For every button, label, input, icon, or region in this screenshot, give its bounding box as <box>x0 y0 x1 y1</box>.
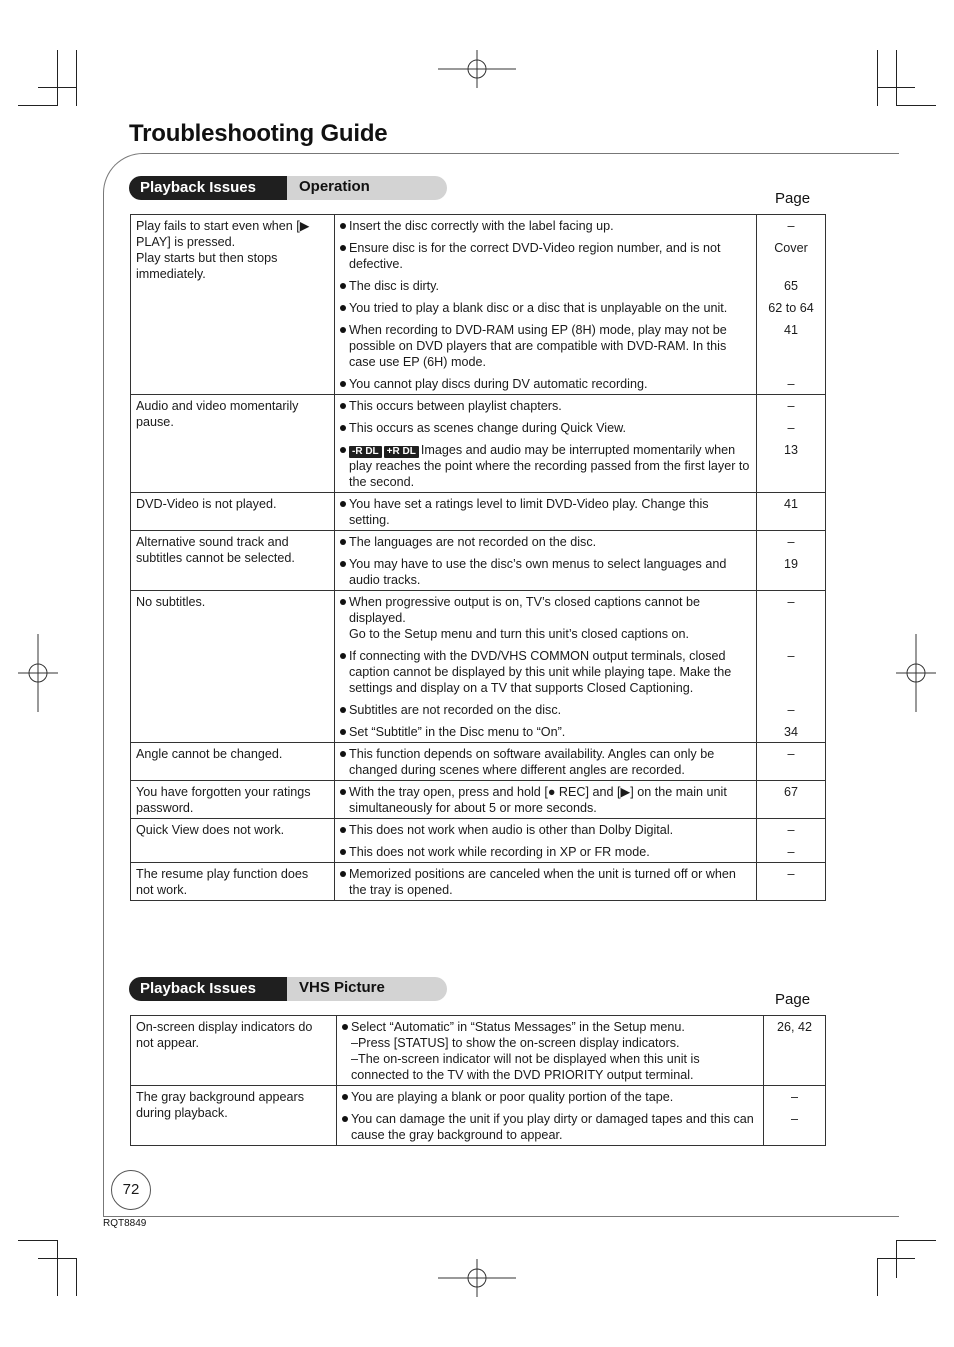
table-row <box>131 781 826 819</box>
solution-text: This does not work while recording in XP or FR mode. <box>349 845 650 859</box>
solution-text: You have set a ratings level to limit DVD-Video play. Change this setting. <box>349 497 709 527</box>
page-ref: – <box>787 595 795 609</box>
solution-text: This function depends on software availability. Angles can only be changed during scenes where different angles are recorded. <box>349 747 715 777</box>
solution-item <box>340 784 751 816</box>
page-ref: – <box>787 747 795 761</box>
page-ref: – <box>790 1090 798 1104</box>
table-row <box>131 1016 826 1086</box>
page-ref: – <box>790 1112 798 1126</box>
solution-text: Memorized positions are canceled when the unit is turned off or when the tray is opened. <box>349 867 736 897</box>
page-ref: 26, 42 <box>776 1020 812 1034</box>
solution-cell <box>337 1086 764 1146</box>
solution-text: With the tray open, press and hold [● REC] and [▶] on the main unit simultaneously for about 5 or more seconds. <box>349 785 727 815</box>
issue-cell: On-screen display indicators do not appear. <box>131 1016 337 1086</box>
issue-cell: DVD-Video is not played. <box>131 493 335 531</box>
solution-item <box>342 1019 758 1083</box>
solution-text: Images and audio may be interrupted momentarily when play reaches the point where the recording passed from the first layer to the second. <box>349 443 750 489</box>
solution-text: You tried to play a blank disc or a disc that is unplayable on the unit. <box>349 301 728 315</box>
page-number: 72 <box>111 1170 151 1210</box>
issue-cell: Angle cannot be changed. <box>131 743 335 781</box>
page-title: Troubleshooting Guide <box>129 120 388 147</box>
page-ref: 19 <box>783 557 798 571</box>
page-ref: 13 <box>783 443 798 457</box>
solution-text: This does not work when audio is other than Dolby Digital. <box>349 823 674 837</box>
solution-text: The disc is dirty. <box>349 279 440 293</box>
issue-cell: No subtitles. <box>131 591 335 743</box>
page-ref: 41 <box>783 323 798 337</box>
page-ref: 41 <box>783 497 798 511</box>
page-ref: – <box>787 535 795 549</box>
page-ref: – <box>787 845 795 859</box>
solution-item <box>340 594 751 642</box>
page-ref-cell <box>757 781 826 819</box>
registration-target-top <box>438 50 516 88</box>
solution-item <box>340 376 751 392</box>
page-ref-cell <box>757 493 826 531</box>
solution-text: When recording to DVD-RAM using EP (8H) mode, play may not be possible on DVD players that are compatible with DVD-RAM. In this case use EP (6H) mode. <box>349 323 727 369</box>
page-ref: – <box>787 649 795 663</box>
solution-item <box>340 702 751 718</box>
tab-topic-label: VHS Picture <box>287 977 447 1001</box>
document-id: RQT8849 <box>103 1218 147 1229</box>
section-tab-vhs-picture <box>129 977 447 1001</box>
section-tab-operation <box>129 176 447 200</box>
solution-item <box>342 1089 758 1105</box>
page-ref: – <box>787 703 795 717</box>
page-ref: 67 <box>783 785 798 799</box>
solution-item <box>340 278 751 294</box>
solution-cell <box>335 781 757 819</box>
table-row <box>131 493 826 531</box>
table-row <box>131 743 826 781</box>
solution-text: You are playing a blank or poor quality portion of the tape. <box>351 1090 674 1104</box>
table-row <box>131 215 826 395</box>
solution-cell <box>335 215 757 395</box>
solution-item <box>340 866 751 898</box>
page-frame-bottom <box>103 1170 899 1217</box>
solution-text: This occurs between playlist chapters. <box>349 399 562 413</box>
page-ref-cell <box>757 743 826 781</box>
solution-item <box>340 322 751 370</box>
page-ref: – <box>787 377 795 391</box>
table-row <box>131 591 826 743</box>
page-ref: – <box>787 399 795 413</box>
page-ref: – <box>787 823 795 837</box>
page-ref: Cover <box>774 241 808 255</box>
issue-cell: Alternative sound track and subtitles cannot be selected. <box>131 531 335 591</box>
solution-cell <box>337 1016 764 1086</box>
issue-cell: Quick View does not work. <box>131 819 335 863</box>
solution-cell <box>335 493 757 531</box>
solution-text: You may have to use the disc’s own menus to select languages and audio tracks. <box>349 557 727 587</box>
solution-subtext: –The on-screen indicator will not be displayed when this unit is connected to the TV with the DVD PRIORITY output terminal. <box>351 1052 700 1082</box>
tab-topic-label: Operation <box>287 176 447 200</box>
table-row <box>131 395 826 493</box>
page-column-header: Page <box>775 190 811 207</box>
troubleshooting-table-vhs <box>130 1015 826 1146</box>
solution-text: Subtitles are not recorded on the disc. <box>349 703 562 717</box>
table-row <box>131 819 826 863</box>
solution-cell <box>335 819 757 863</box>
page-ref-cell <box>757 531 826 591</box>
solution-text: This occurs as scenes change during Quick View. <box>349 421 626 435</box>
solution-text: When progressive output is on, TV’s closed captions cannot be displayed. <box>349 595 700 625</box>
page-ref: 62 to 64 <box>768 301 814 315</box>
solution-text: The languages are not recorded on the disc. <box>349 535 597 549</box>
page-ref-cell <box>757 215 826 395</box>
solution-item <box>340 496 751 528</box>
solution-text: Insert the disc correctly with the label facing up. <box>349 219 614 233</box>
issue-cell: The gray background appears during playback. <box>131 1086 337 1146</box>
solution-subtext: Go to the Setup menu and turn this unit’s closed captions on. <box>349 627 690 641</box>
solution-item <box>340 556 751 588</box>
issue-cell: Play fails to start even when [▶ PLAY] is pressed. Play starts but then stops immediately. <box>131 215 335 395</box>
issue-cell: Audio and video momentarily pause. <box>131 395 335 493</box>
disc-type-badge: +R DL <box>384 446 419 458</box>
page-ref: – <box>787 421 795 435</box>
solution-item <box>340 420 751 436</box>
issue-cell: You have forgotten your ratings password. <box>131 781 335 819</box>
table-row <box>131 1086 826 1146</box>
solution-item <box>340 746 751 778</box>
table-row <box>131 863 826 901</box>
registration-target-left <box>18 634 58 712</box>
tab-category-label: Playback Issues <box>129 977 287 1001</box>
disc-type-badge: -R DL <box>349 446 382 458</box>
registration-target-bottom <box>438 1259 516 1297</box>
solution-cell <box>335 863 757 901</box>
solution-item <box>340 648 751 696</box>
solution-text: Set “Subtitle” in the Disc menu to “On”. <box>349 725 566 739</box>
page-column-header: Page <box>775 991 811 1008</box>
solution-cell <box>335 743 757 781</box>
solution-item <box>340 218 751 234</box>
solution-text: You can damage the unit if you play dirty or damaged tapes and this can cause the gray background to appear. <box>351 1112 754 1142</box>
page-ref: 65 <box>783 279 798 293</box>
solution-item <box>342 1111 758 1143</box>
solution-item <box>340 534 751 550</box>
page-ref-cell <box>757 819 826 863</box>
page-ref-cell <box>757 395 826 493</box>
page-ref-cell <box>757 863 826 901</box>
page-frame-left <box>103 200 104 1216</box>
solution-item <box>340 240 751 272</box>
page-ref-cell <box>757 591 826 743</box>
solution-item <box>340 822 751 838</box>
solution-cell <box>335 395 757 493</box>
page-ref: 34 <box>783 725 798 739</box>
registration-target-right <box>896 634 936 712</box>
solution-cell <box>335 591 757 743</box>
table-row <box>131 531 826 591</box>
issue-cell: The resume play function does not work. <box>131 863 335 901</box>
page-ref-cell <box>764 1016 826 1086</box>
page-ref: – <box>787 867 795 881</box>
troubleshooting-table-operation <box>130 214 826 901</box>
page-ref: – <box>787 219 795 233</box>
solution-text: If connecting with the DVD/VHS COMMON output terminals, closed caption cannot be displayed by this unit while playing tape. Make the settings and display on a TV that supports Closed Captioning. <box>349 649 732 695</box>
solution-item <box>340 442 751 490</box>
page-ref-cell <box>764 1086 826 1146</box>
solution-item <box>340 724 751 740</box>
solution-item <box>340 844 751 860</box>
solution-item <box>340 300 751 316</box>
solution-text: Select “Automatic” in “Status Messages” in the Setup menu. <box>351 1020 685 1034</box>
solution-subtext: –Press [STATUS] to show the on-screen display indicators. <box>351 1036 680 1050</box>
solution-text: You cannot play discs during DV automatic recording. <box>349 377 648 391</box>
solution-text: Ensure disc is for the correct DVD-Video region number, and is not defective. <box>349 241 721 271</box>
tab-category-label: Playback Issues <box>129 176 287 200</box>
solution-item <box>340 398 751 414</box>
solution-cell <box>335 531 757 591</box>
